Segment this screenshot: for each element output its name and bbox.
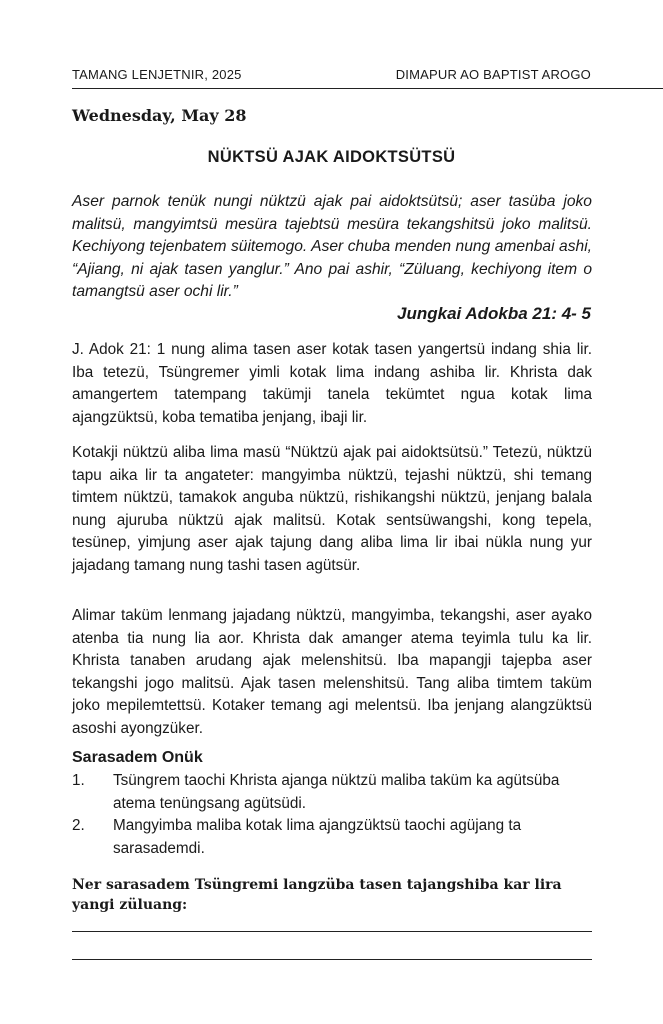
reflection-heading: Sarasadem Onük <box>72 749 203 766</box>
list-item <box>72 770 592 815</box>
writing-line[interactable] <box>72 959 592 960</box>
prayer-prompt: Ner sarasadem Tsüngremi langzüba tasen tajangshiba kar lira yangi züluang: <box>72 877 562 913</box>
reflection-list <box>72 770 592 860</box>
list-item <box>72 815 592 860</box>
header-publication: TAMANG LENJETNIR, 2025 <box>72 67 242 82</box>
list-number: 2. <box>72 817 85 835</box>
list-text: Mangyimba maliba kotak lima ajangzüktsü taochi agüjang ta sarasademdi. <box>113 817 522 857</box>
writing-line[interactable] <box>72 931 592 932</box>
date-heading: Wednesday, May 28 <box>72 106 247 125</box>
list-text: Tsüngrem taochi Khrista ajanga nüktzü maliba taküm ka agütsüba atema tenüngsang agütsüdi. <box>113 772 560 812</box>
body-paragraph: J. Adok 21: 1 nung alima tasen aser kotak tasen yangertsü indang shia lir. Iba tetezü, Tsüngremer yimli kotak lima indang ashiba lir. Khrista dak amangertem tatempang takümji tanela tekümtet ngua kotak lima ajangzüktsü, koba tematiba jenjang, ibaji lir. <box>72 341 592 426</box>
scripture-reference: Jungkai Adokba 21: 4- 5 <box>397 304 591 323</box>
body-paragraph: Kotakji nüktzü aliba lima masü “Nüktzü ajak pai aidoktsütsü.” Tetezü, nüktzü tapu aika lir ta angateter: mangyimba nüktzü, tejashi nüktzü, shi temang timtem nüktzü, tamakok anguba nüktzü, rishikangshi nüktzü, jenjang balala nung ajuruba nüktzü ajak malitsü. Kotak sentsüwangshi, kong tepela, tesünep, yimjung aser ajak tajung dang aliba lima lir ibai nükla nung yur jajadang tamang nung tashi tasen agütsür. <box>72 444 592 574</box>
body-paragraph: Alimar taküm lenmang jajadang nüktzü, mangyimba, tekangshi, aser ayako atenba tia nung lia aor. Khrista dak amanger atema teyimla tulu ka lir. Khrista tanaben arudang ajak melenshitsü. Iba mapangji tajepba aser tekangshi jogo malitsü. Ajak tasen melenshitsü. Tang aliba timtem taküm joko mepilemtettsü. Kotaker temang agi melentsü. Iba jenjang alangzüktsü asoshi ayongzüker. <box>72 607 592 737</box>
devotion-title: NÜKTSÜ AJAK AIDOKTSÜTSÜ <box>207 148 456 166</box>
scripture-quote: Aser parnok tenük nungi nüktzü ajak pai aidoktsütsü; aser tasüba joko malitsü, mangyimtsü mesüra tajebtsü mesüra tekangshitsü joko malitsü. Kechiyong tejenbatem süitemogo. Aser chuba menden nung amenbai ashi, “Ajiang, ni ajak tasen yanglur.” Ano pai ashir, “Züluang, kechiyong item o tamangtsü aser ochi lir.” <box>72 193 592 300</box>
header-organization: DIMAPUR AO BAPTIST AROGO <box>395 67 591 82</box>
header-rule <box>72 88 663 89</box>
running-header <box>72 67 591 82</box>
list-number: 1. <box>72 772 85 789</box>
